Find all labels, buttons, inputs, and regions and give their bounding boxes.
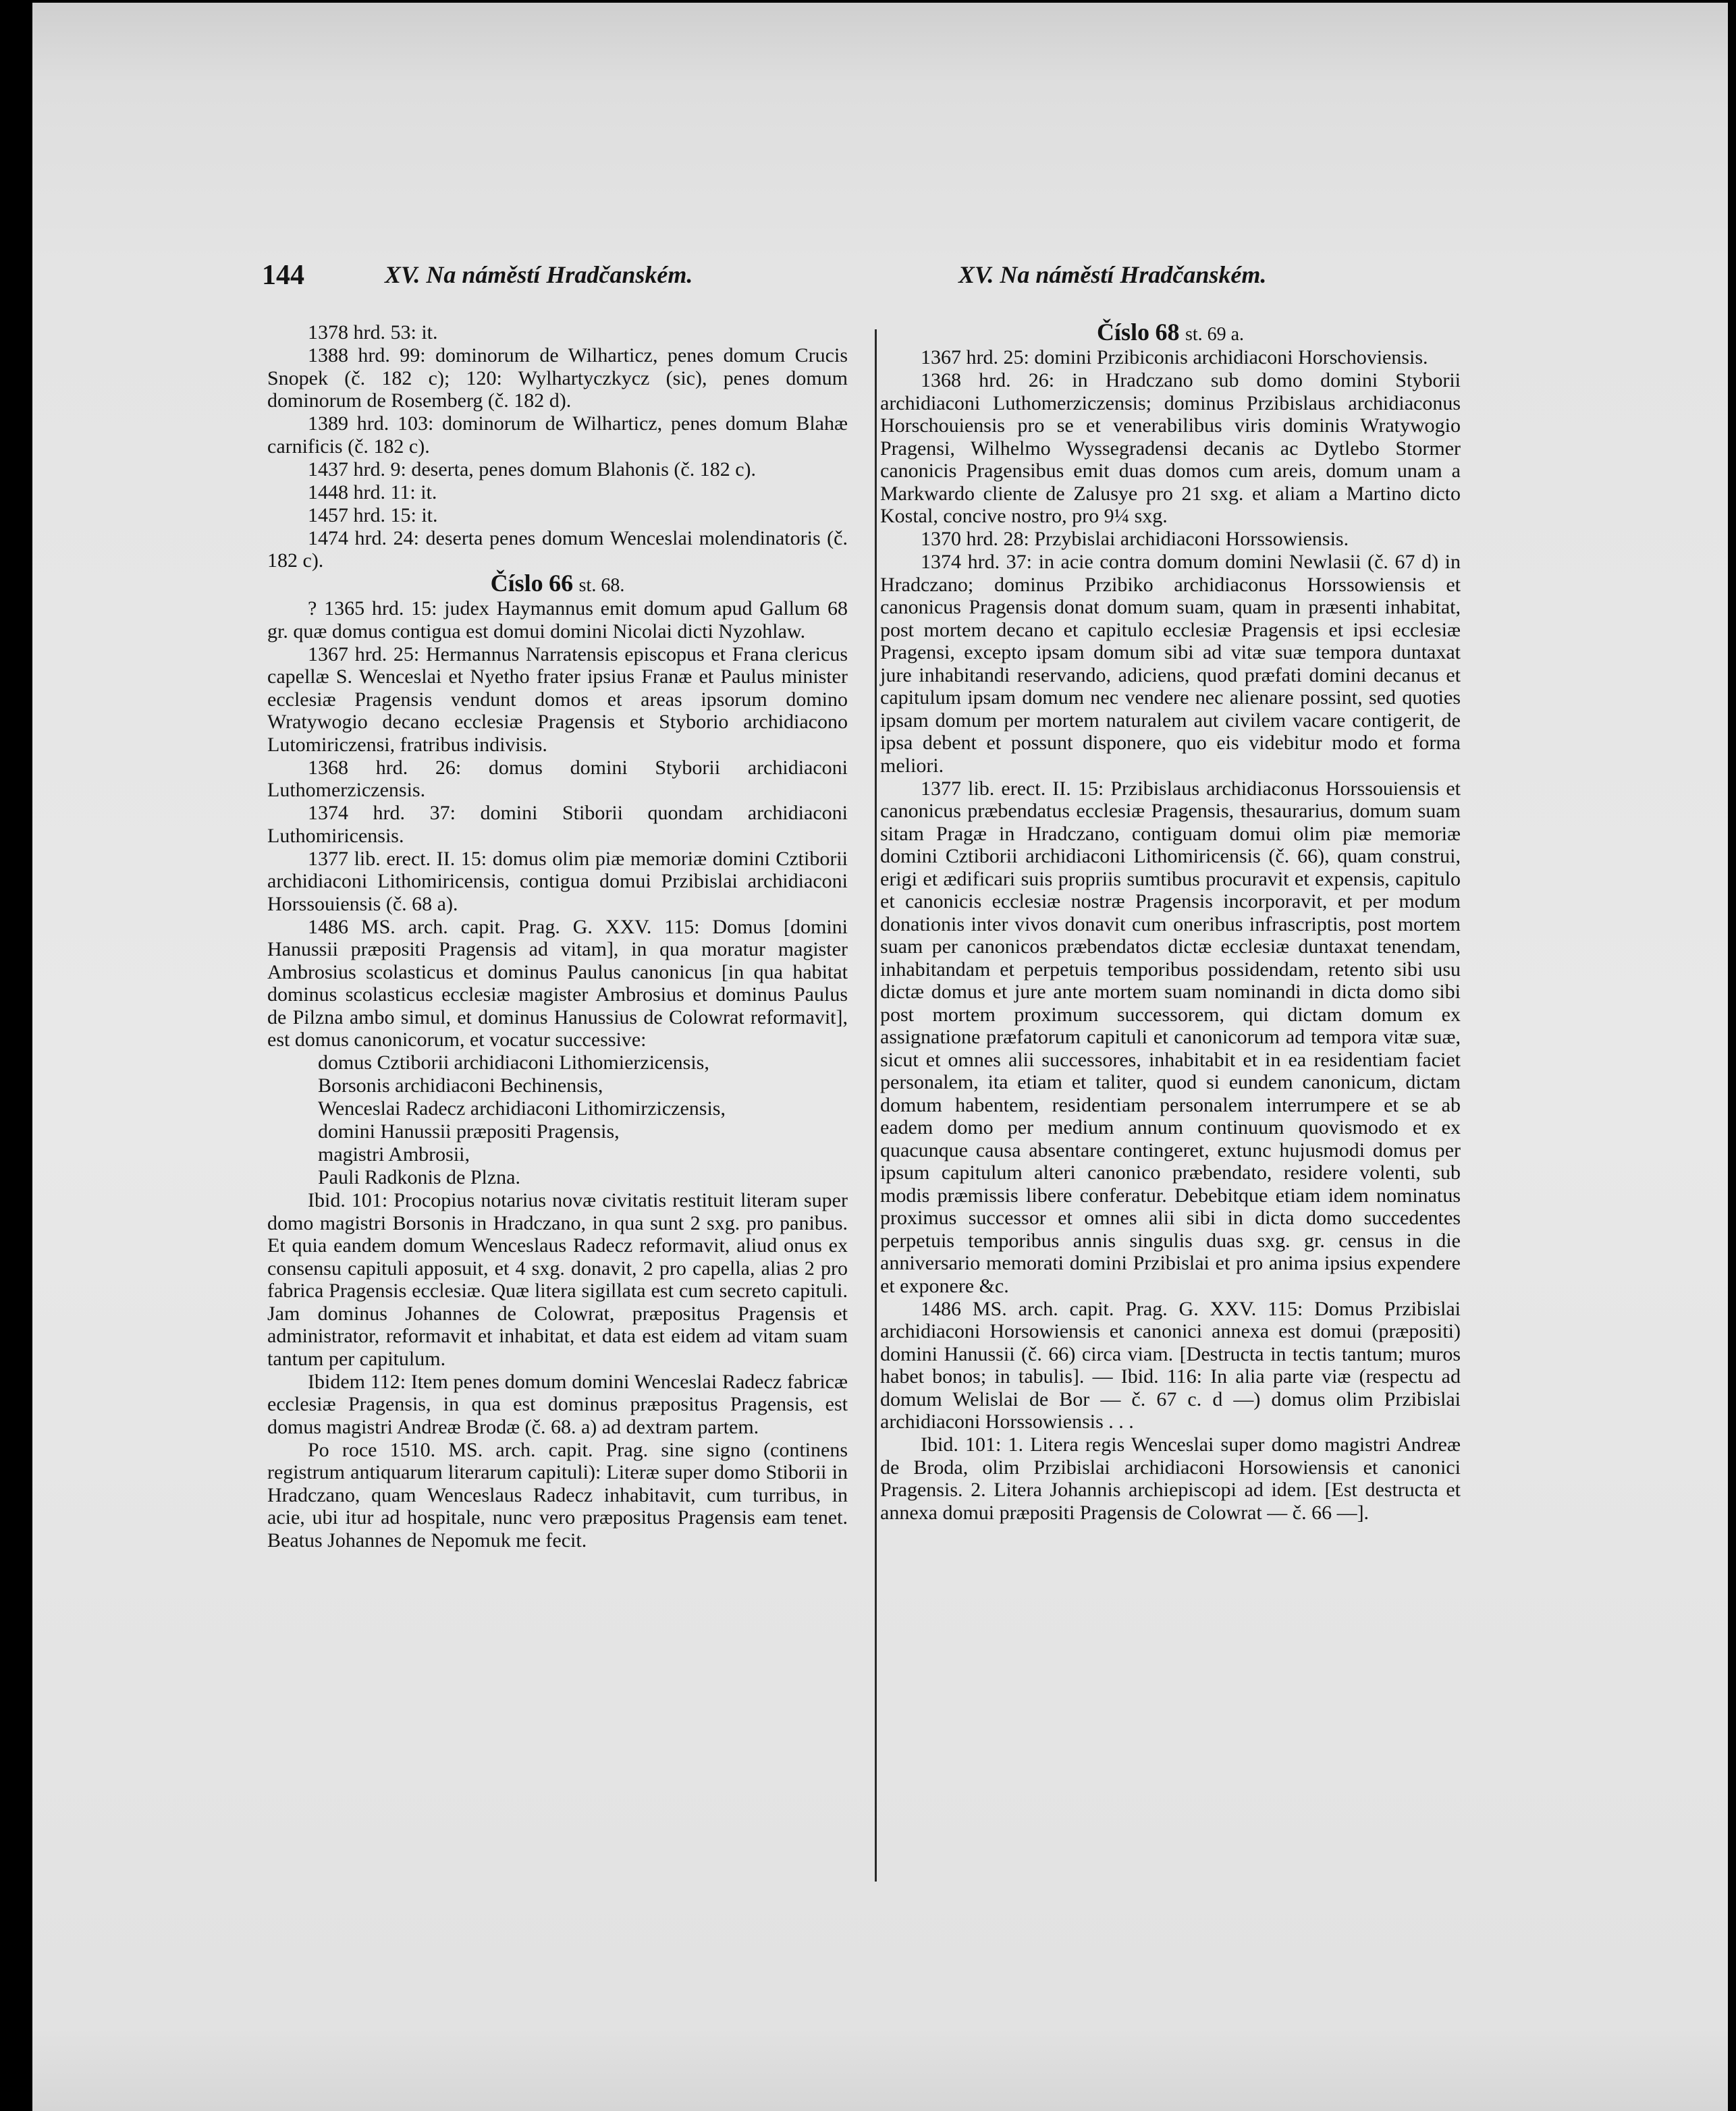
paragraph: 1437 hrd. 9: deserta, penes domum Blahonis (č. 182 c). [308,458,757,481]
paragraph: 1374 hrd. 37: domini Stiborii quondam archidiaconi Luthomiricensis. [267,802,848,847]
section-st: st. 68. [578,575,625,596]
list-item: magistri Ambrosii, [318,1143,470,1166]
paragraph: 1368 hrd. 26: domus domini Styborii archidiaconi Luthomerziczensis. [267,756,848,801]
section-heading [267,572,848,597]
paragraph: 1486 MS. arch. capit. Prag. G. XXV. 115: Domus Przibislai archidiaconi Horsowiensis et canonici annexa est domui (præpositi) domini Hanussii (č. 66) circa viam. [Destructa in tectis tantum; muros habet bonos; in tabulis]. — Ibid. 116: In alia parte viæ (respectu ad domum Welislai de Bor — č. 67 c. d —) domus olim Przibislai archidiaconi Horssowiensis . . . [880,1297,1461,1433]
right-column [880,321,1461,1524]
paragraph: 1367 hrd. 25: Hermannus Narratensis episcopus et Frana clericus capellæ S. Wenceslai et Nyetho frater ipsius Franæ et Paulus minister ecclesiæ Pragensis vendunt domos et areas ipsorum domino Wratywogio decano ecclesiæ Pragensis et Styborio archidiacono Lutomiriczensi, fratribus indivisis. [267,642,848,756]
list-item: Wenceslai Radecz archidiaconi Lithomirziczensis, [318,1097,726,1120]
running-header-left: XV. Na náměstí Hradčanském. [385,261,693,288]
column-divider [875,329,877,1882]
paragraph: Ibid. 101: 1. Litera regis Wenceslai super domo magistri Andreæ de Broda, olim Przibislai archidiaconi Horsowiensis et canonici Pragensis. 2. Litera Johannis archiepiscopi ad idem. [Est destructa et annexa domui præpositi Pragensis de Colowrat — č. 66 —]. [880,1433,1461,1524]
paragraph: 1377 lib. erect. II. 15: Przibislaus archidiaconus Horssouiensis et canonicus præbendatus ecclesiæ Pragensis, thesaurarius, domum suam sitam Pragæ in Hradczano, contiguam domui olim piæ memoriæ domini Cztiborii archidiaconi Lithomiricensis (č. 66), quam construi, erigi et ædificari suis propriis sumtibus procuravit et expensis, capitulo et canonicis ecclesiæ nostræ Pragensis incorporavit, et per modum donationis inter vivos donavit cum oneribus infrascriptis, post mortem suam per canonicos præbendatos dictæ ecclesiæ duntaxat tenendam, inhabitandam et perpetuis temporibus possidendam, retento sibi usu dictæ domus et jure ante mortem suam nominandi in dicta domo sibi post mortem proximum successorem, qui dictam domum ex assignatione præfatorum capituli et canonicorum ad tempora vitæ suæ, sicut et omnes alii successores, inhabitabit et in ea residentiam faciet personalem, ita etiam et taliter, quod si eundem canonicum, dictam domum habentem, residentiam personalem interrumpere et se ab eadem domo per medium annum continuum quovismodo et ex quacunque causa absentare contingeret, extunc hujusmodi domus per ipsum capitulum alteri canonico præbendato, residere volenti, sub modis præmissis libere conferatur. Debebitque etiam idem nominatus proximus successor et omnes alii sibi in dicta domo succedentes perpetuis temporibus annis singulis duas sxg. gr. census in die anniversario memorati domini Przibislai et pro anima ipsius expendere et exponere &c. [880,777,1461,1297]
list-item: Borsonis archidiaconi Bechinensis, [318,1074,603,1097]
book-page [32,3,1728,2111]
paragraph: 1486 MS. arch. capit. Prag. G. XXV. 115: Domus [domini Hanussii præpositi Pragensis ad vitam], in qua moratur magister Ambrosius scolasticus et dominus Paulus canonicus [in qua habitat dominus scolasticus ecclesiæ magister Ambrosius et dominus Paulus de Pilzna ambo simul, et dominus Hanussius de Colowrat reformavit], est domus canonicorum, et vocatur successive: [267,915,848,1051]
paragraph: 1377 lib. erect. II. 15: domus olim piæ memoriæ domini Cztiborii archidiaconi Lithomiricensis, contigua domui Przibislai archidiaconi Horssouiensis (č. 68 a). [267,847,848,915]
paragraph: 1474 hrd. 24: deserta penes domum Wenceslai molendinatoris (č. 182 c). [267,526,848,572]
paragraph: Ibid. 101: Procopius notarius novæ civitatis restituit literam super domo magistri Borsonis in Hradczano, in qua sunt 2 sxg. pro panibus. Et quia eandem domum Wenceslaus Radecz reformavit, aliud onus ex consensu capituli apposuit, et 4 sxg. donavit, 2 pro capella, alias 2 pro fabrica Pragensis ecclesiæ. Quæ litera sigillata est cum secreto capituli. Jam dominus Johannes de Colowrat, præpositus Pragensis et administrator, reformavit et inhabitat, et data est eidem ad vitam suam tantum per capitulum. [267,1189,848,1370]
paragraph: 1367 hrd. 25: domini Przibiconis archidiaconi Horschoviensis. [921,346,1428,368]
paragraph: Ibidem 112: Item penes domum domini Wenceslai Radecz fabricæ ecclesiæ Pragensis, in qua est dominus præpositus Pragensis, est domus magistri Andreæ Brodæ (č. 68. a) ad dextram partem. [267,1370,848,1438]
list-item: domus Cztiborii archidiaconi Lithomierzicensis, [318,1051,709,1074]
section-st: st. 69 a. [1185,324,1245,345]
paragraph: 1370 hrd. 28: Przybislai archidiaconi Horssowiensis. [921,528,1349,550]
paragraph: 1388 hrd. 99: dominorum de Wilharticz, penes domum Crucis Snopek (č. 182 c); 120: Wylhartyczkycz (sic), penes domum dominorum de Rosemberg (č. 182 d). [267,344,848,412]
list-item: Pauli Radkonis de Plzna. [318,1166,520,1188]
section-number: 68 [1155,319,1180,346]
paragraph: 1378 hrd. 53: it. [308,321,438,344]
page-number: 144 [262,260,304,291]
paragraph: Po roce 1510. MS. arch. capit. Prag. sine signo (continens registrum antiquarum literarum capituli): Literæ super domo Stiborii in Hradczano, quam Wenceslaus Radecz inhabitavit, cum turribus, in acie, ubi itur ad hospitale, nunc vero præpositus Pragensis eam tenet. Beatus Johannes de Nepomuk me fecit. [267,1438,848,1552]
paragraph: 1448 hrd. 11: it. [308,481,437,503]
section-heading [880,321,1461,346]
left-column [267,321,848,1552]
paragraph: 1389 hrd. 103: dominorum de Wilharticz, penes domum Blahæ carnificis (č. 182 c). [267,412,848,458]
section-number: 66 [549,570,574,597]
running-header-right: XV. Na náměstí Hradčanském. [958,261,1267,288]
paragraph: 1368 hrd. 26: in Hradczano sub domo domini Styborii archidiaconi Luthomerziczensis; dominus Przibislaus archidiaconus Horschouiensis pro se et venerabilibus viris dominis Wratywogio Pragensi, Wilhelmo Wyssegradensi decanis ac Dytlebo Stormer canonicis Pragensibus emit duas domos cum areis, domum unam a Markwardo cliente de Zalusye pro 21 sxg. et aliam a Martino dicto Kostal, concive nostro, pro 9¼ sxg. [880,369,1461,527]
paragraph: 1374 hrd. 37: in acie contra domum domini Newlasii (č. 67 d) in Hradczano; dominus Przibiko archidiaconus Horssowiensis et canonicus Pragensis donat domum suam, quam in præsenti inhabitat, post mortem decano et capitulo ecclesiæ Pragensis et ipsi ecclesiæ Pragensi, excepto ipsam domum sibi ad vitæ suæ tempora duntaxat jure inhabitandi reservando, adiciens, quod præfati domini decanus et capitulum ipsam domum nec vendere nec alienare possint, sed quoties ipsam domum per mortem naturalem aut civilem vacare contigerit, de ipsa debent et possunt disponere, quo eis videbitur modo et forma meliori. [880,551,1461,777]
paragraph: 1457 hrd. 15: it. [308,503,438,526]
list-item: domini Hanussii præpositi Pragensis, [318,1120,620,1143]
section-label: Číslo [1096,319,1149,346]
paragraph: ? 1365 hrd. 15: judex Haymannus emit domum apud Gallum 68 gr. quæ domus contigua est domui domini Nicolai dicti Nyzohlaw. [267,597,848,642]
section-label: Číslo [490,570,543,597]
